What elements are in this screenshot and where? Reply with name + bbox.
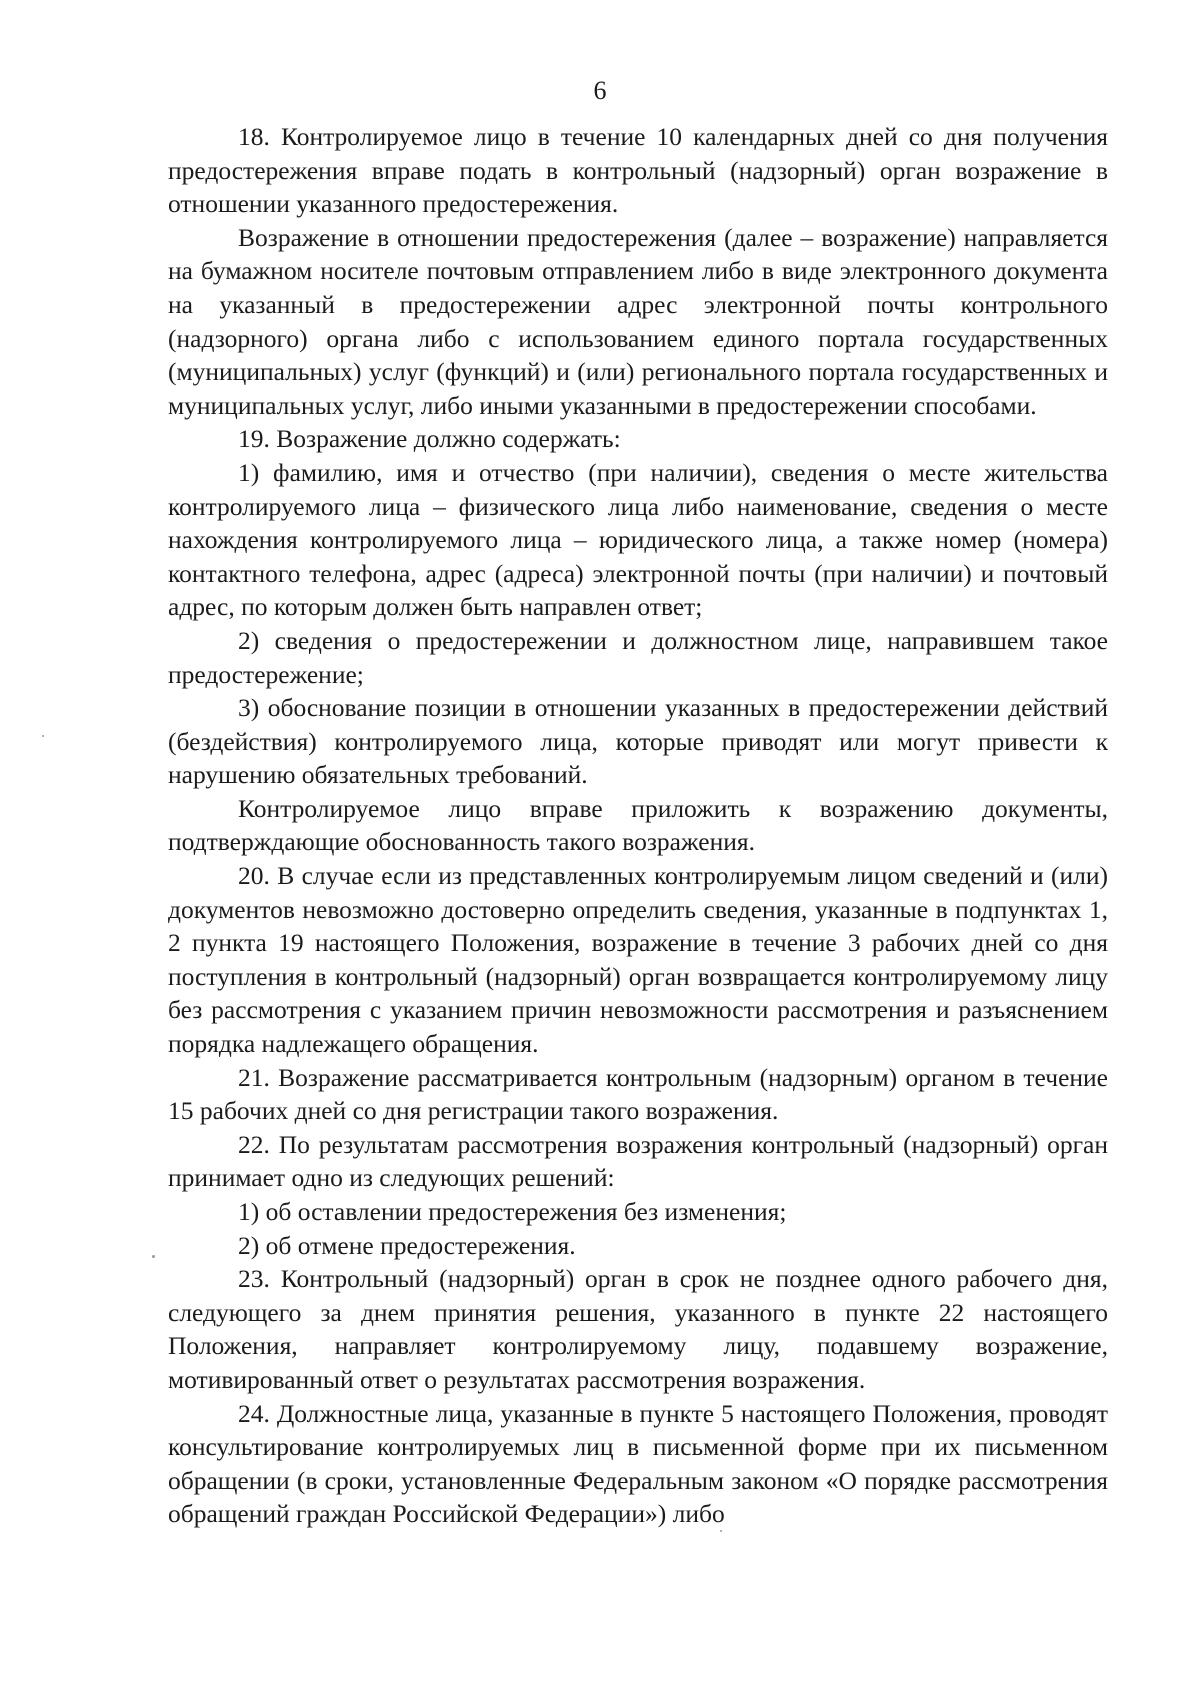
list-item-19-1: 1) фамилию, имя и отчество (при наличии), сведения о месте жительства контролируемого лица – физического лица либо наименование, сведения о месте нахождения контролируемого лица – юридического лица, а также номер (номера) контактного телефона, адрес (адреса) электронной почты (при наличии) и почтовый адрес, по которым должен быть направлен ответ; [168,457,1108,622]
paragraph-21: 21. Возражение рассматривается контрольным (надзорным) органом в течение 15 рабочих дней со дня регистрации такого возражения. [168,1062,1108,1126]
page-number: 6 [593,76,607,105]
list-item-19-3: 3) обоснование позиции в отношении указанных в предостережении действий (бездействия) контролируемого лица, которые приводят или могут привести к нарушению обязательных требований. [168,693,1108,790]
paragraph-24: 24. Должностные лица, указанные в пункте 5 настоящего Положения, проводят консультирование контролируемых лиц в письменной форме при их письменном обращении (в сроки, установленные Федеральным законом «О порядке рассмотрения обращений граждан Российской Федерации») либо [168,1398,1108,1529]
paragraph-22: 22. По результатам рассмотрения возражения контрольный (надзорный) орган принимает одно из следующих решений: [168,1129,1108,1193]
scan-speck [720,1530,722,1532]
list-item-22-2: 2) об отмене предостережения. [238,1230,576,1260]
paragraph-objection-delivery: Возражение в отношении предостережения (далее – возражение) направляется на бумажном носителе почтовым отправлением либо в виде электронного документа на указанный в предостережении адрес электронной почты контрольного (надзорного) органа либо с использованием единого портала государственных (муниципальных) услуг (функций) и (или) регионального портала государственных и муниципальных услуг, либо иными указанными в предостережении способами. [168,222,1108,420]
paragraph-19: 19. Возражение должно содержать: [238,424,621,454]
list-item-22-1: 1) об оставлении предостережения без изменения; [238,1197,787,1226]
paragraph-23: 23. Контрольный (надзорный) орган в срок не позднее одного рабочего дня, следующего за днем принятия решения, указанного в пункте 22 настоящего Положения, направляет контролируемому лицу, подавшему возражение, мотивированный ответ о результатах рассмотрения возражения. [168,1264,1108,1394]
list-item-19-2: 2) сведения о предостережении и должностном лице, направившем такое предостережение; [168,625,1108,689]
scan-speck [42,735,44,737]
paragraph-20: 20. В случае если из представленных контролируемым лицом сведений и (или) документов невозможно достоверно определить сведения, указанные в подпунктах 1, 2 пункта 19 настоящего Положения, возражение в течение 3 рабочих дней со дня поступления в контрольный (надзорный) орган возвращается контролируемому лицу без рассмотрения с указанием причин невозможности рассмотрения и разъяснением порядка надлежащего обращения. [168,861,1108,1059]
document-body [168,120,1108,1531]
paragraph-18: 18. Контролируемое лицо в течение 10 календарных дней со дня получения предостережения вправе подать в контрольный (надзорный) орган возражение в отношении указанного предостережения. [168,122,1108,219]
paragraph-attachments: Контролируемое лицо вправе приложить к возражению документы, подтверждающие обоснованность такого возражения. [168,793,1108,857]
scan-speck [152,1255,155,1258]
